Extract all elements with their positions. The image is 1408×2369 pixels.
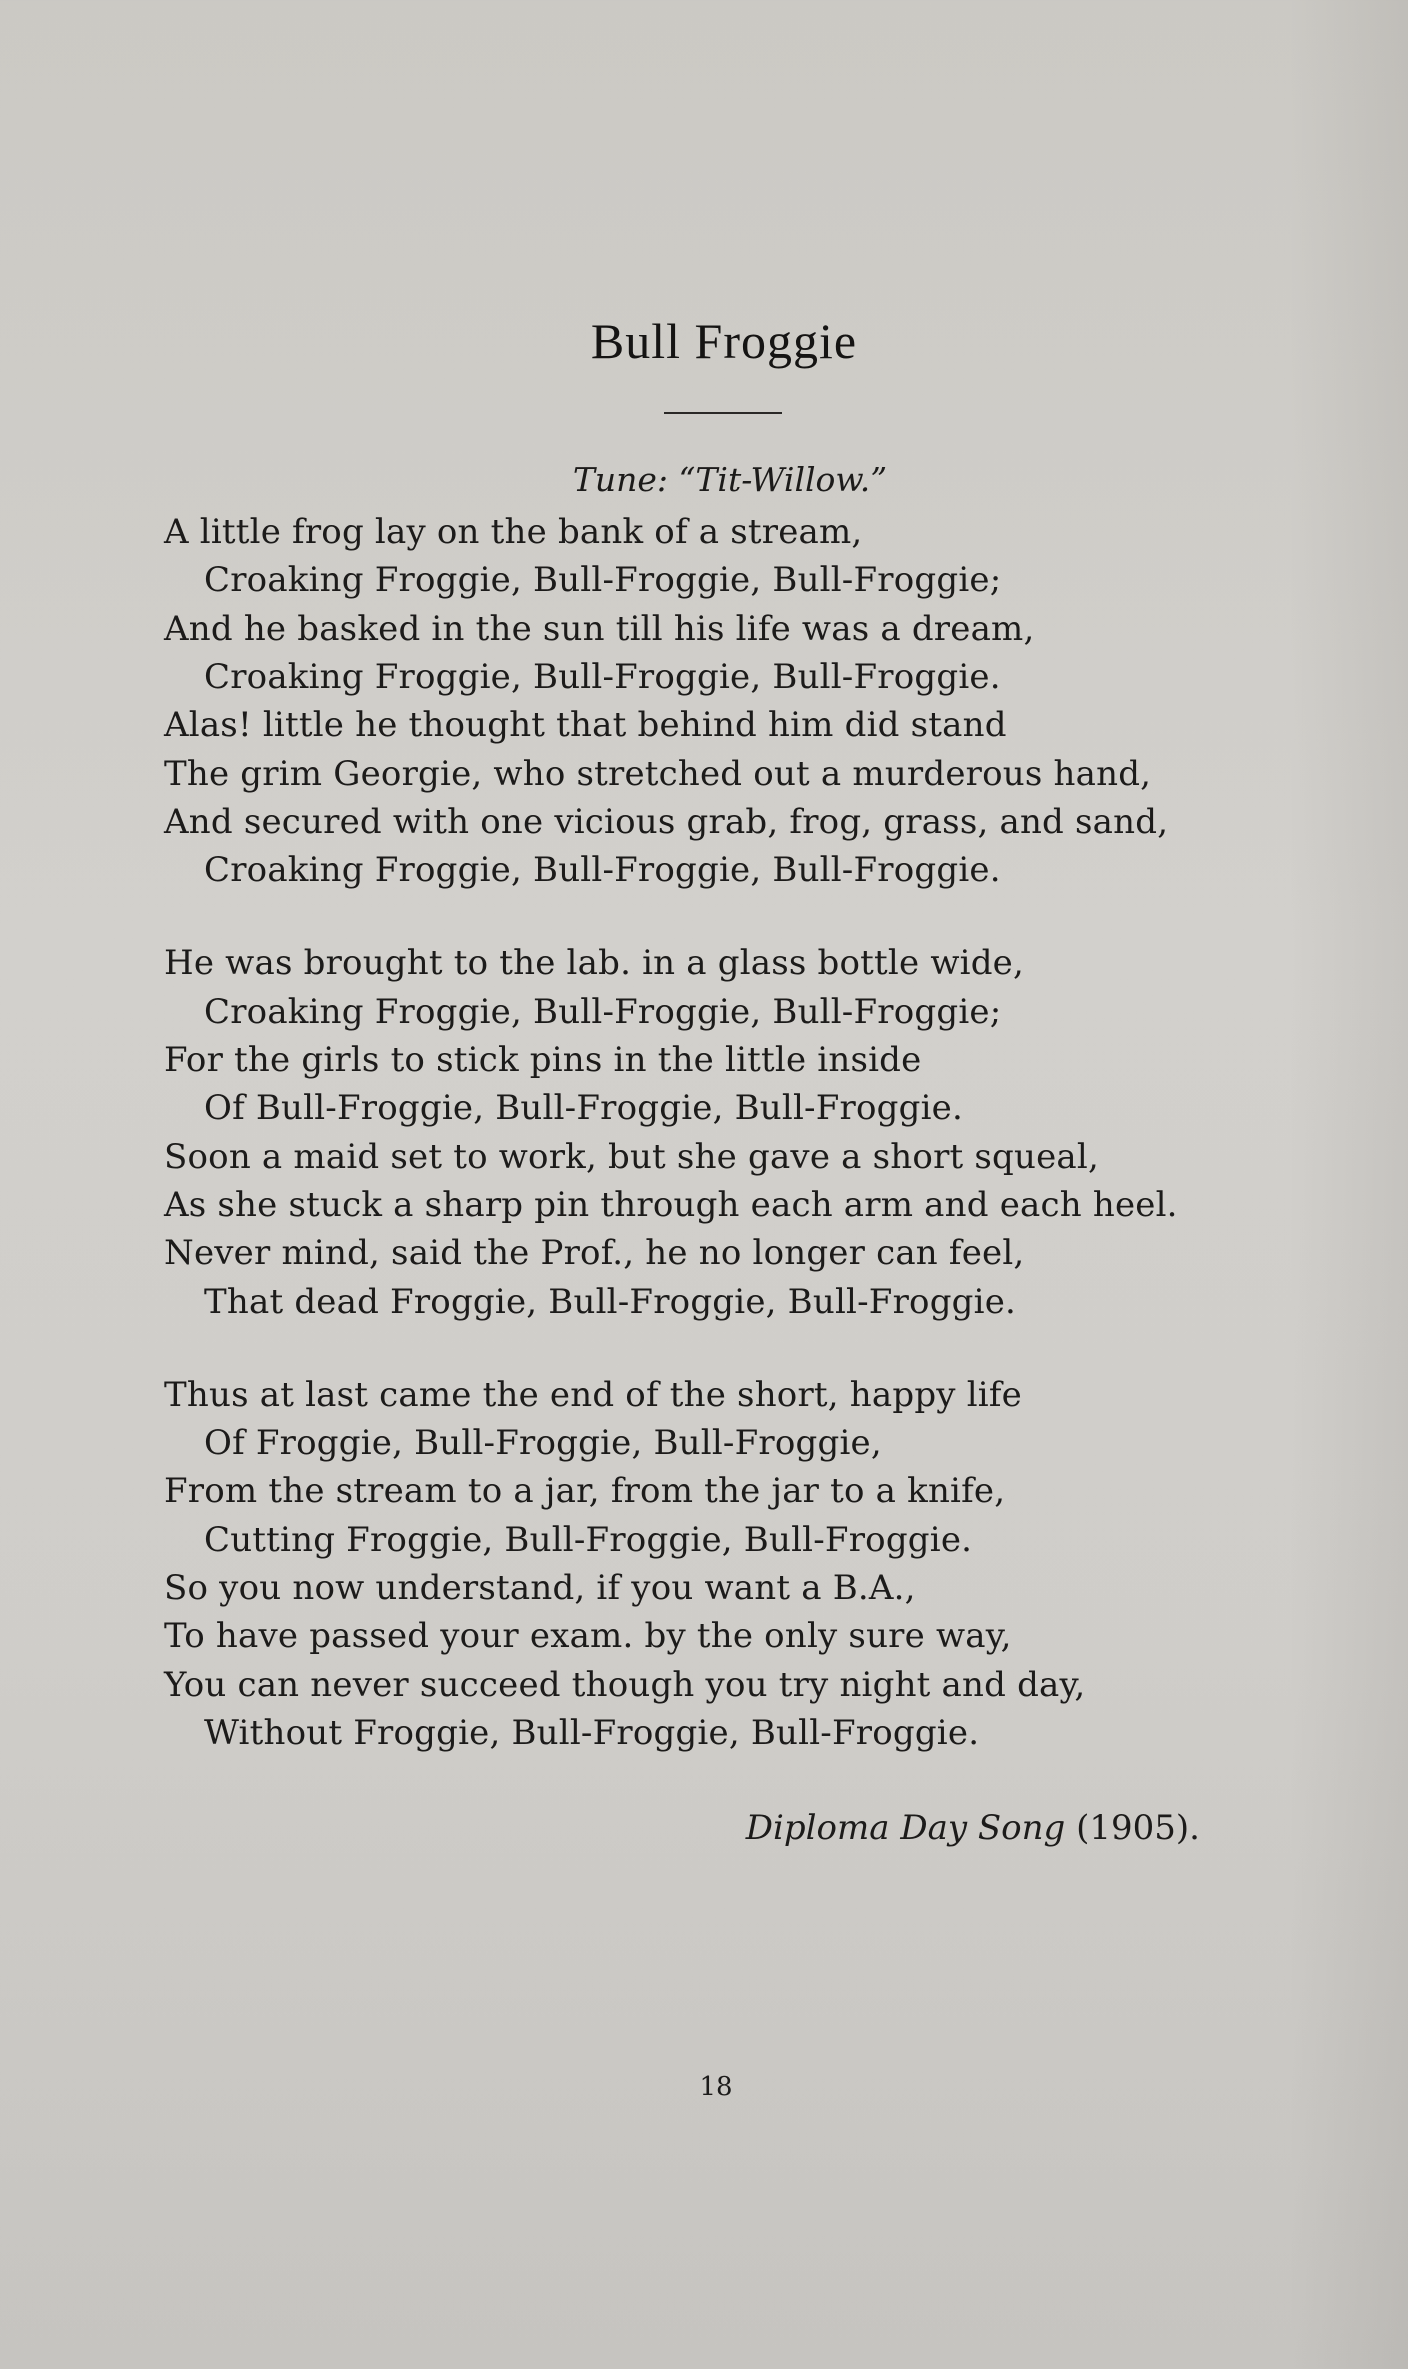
attribution: [746, 1808, 1200, 1848]
poem-line: Without Froggie, Bull-Froggie, Bull-Froggie.: [204, 1712, 980, 1753]
poem-line: Alas! little he thought that behind him did stand: [164, 705, 1007, 746]
poem-line: A little frog lay on the bank of a stream,: [164, 512, 863, 552]
poem-line: He was brought to the lab. in a glass bottle wide,: [164, 943, 1024, 984]
poem-line: Croaking Froggie, Bull-Froggie, Bull-Froggie.: [204, 850, 1001, 891]
poem-line: And secured with one vicious grab, frog, grass, and sand,: [164, 801, 1169, 842]
poem-line: Soon a maid set to work, but she gave a short squeal,: [164, 1136, 1099, 1177]
poem-line: You can never succeed though you try night and day,: [164, 1664, 1086, 1705]
poem-line: Of Bull-Froggie, Bull-Froggie, Bull-Froggie.: [204, 1088, 963, 1129]
attribution-year: (1905).: [1076, 1808, 1200, 1848]
poem-line: For the girls to stick pins in the little inside: [164, 1040, 922, 1080]
poem-line: Never mind, said the Prof., he no longer can feel,: [164, 1233, 1025, 1274]
poem-line: That dead Froggie, Bull-Froggie, Bull-Froggie.: [204, 1281, 1017, 1322]
title-rule: [664, 412, 782, 414]
poem-line: The grim Georgie, who stretched out a murderous hand,: [164, 753, 1152, 794]
poem-line: From the stream to a jar, from the jar to a knife,: [164, 1471, 1006, 1512]
poem-line: To have passed your exam. by the only sure way,: [164, 1616, 1012, 1657]
poem-line: Croaking Froggie, Bull-Froggie, Bull-Froggie.: [204, 656, 1001, 697]
poem-line: As she stuck a sharp pin through each arm and each heel.: [164, 1184, 1178, 1225]
attribution-source: Diploma Day Song: [745, 1808, 1066, 1848]
poem-line: Cutting Froggie, Bull-Froggie, Bull-Froggie.: [204, 1519, 973, 1560]
poem-line: Of Froggie, Bull-Froggie, Bull-Froggie,: [204, 1423, 882, 1464]
poem-line: Croaking Froggie, Bull-Froggie, Bull-Froggie;: [204, 560, 1002, 601]
poem-line: Croaking Froggie, Bull-Froggie, Bull-Froggie;: [204, 991, 1002, 1032]
poem-line: Thus at last came the end of the short, happy life: [164, 1374, 1022, 1415]
poem-line: So you now understand, if you want a B.A.,: [164, 1568, 916, 1608]
page-number: 18: [699, 2072, 733, 2102]
tune-line: Tune: “Tit-Willow.”: [572, 460, 888, 499]
poem-title: Bull Froggie: [590, 313, 858, 369]
poem-line: And he basked in the sun till his life was a dream,: [164, 608, 1035, 649]
